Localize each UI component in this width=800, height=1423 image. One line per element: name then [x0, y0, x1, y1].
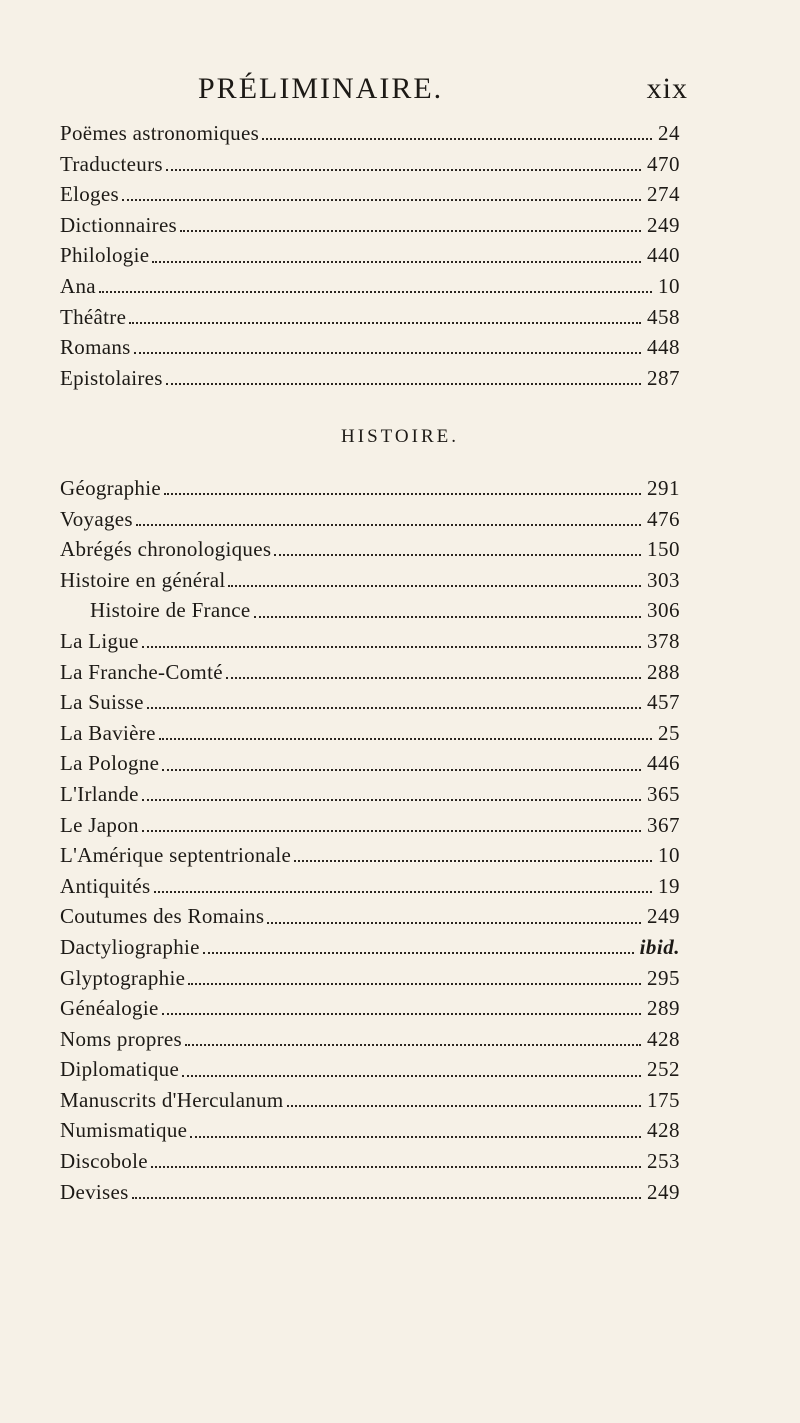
dot-leader: [147, 707, 641, 709]
entry-page: 446: [647, 751, 680, 776]
entry-page: 175: [647, 1087, 680, 1112]
entry-label: Numismatique: [60, 1118, 188, 1143]
dot-leader: [190, 1136, 641, 1138]
entry-label: La Ligue: [60, 628, 139, 653]
entry-page: 440: [647, 243, 680, 268]
toc-entry-indented: [60, 595, 680, 626]
dot-leader: [154, 891, 653, 893]
entry-page: 24: [658, 121, 680, 145]
toc-entry: [60, 718, 680, 749]
entry-label: Voyages: [60, 506, 133, 531]
entry-page: 295: [647, 965, 680, 990]
toc-entry: [60, 779, 680, 810]
entry-page: 10: [658, 273, 680, 298]
dot-leader: [162, 769, 641, 771]
entry-label: La Suisse: [60, 690, 144, 715]
dot-leader: [136, 524, 641, 526]
toc-entry: [60, 901, 680, 932]
entry-page: 249: [647, 1179, 680, 1204]
entry-page: 274: [647, 182, 680, 207]
entry-label: Dictionnaires: [60, 212, 178, 237]
toc-entry: [60, 240, 680, 271]
section-heading-histoire: HISTOIRE.: [341, 426, 459, 447]
entry-label: Histoire de France: [90, 598, 251, 623]
dot-leader: [203, 952, 634, 954]
toc-entry: [60, 118, 680, 149]
toc-entry: [60, 626, 680, 657]
entry-label: Antiquités: [60, 873, 151, 898]
entry-label: Théâtre: [60, 304, 127, 329]
entry-page: 249: [647, 212, 680, 237]
entry-label: La Franche-Comté: [60, 659, 223, 684]
toc-entry: [60, 687, 680, 718]
entry-page: 448: [647, 335, 680, 360]
entry-label: Eloges: [60, 182, 119, 207]
entry-label: L'Amérique septentrionale: [60, 843, 292, 868]
entry-label: Abrégés chronologiques: [60, 537, 272, 562]
entry-label: Dactyliographie: [60, 934, 200, 959]
entry-page: 287: [647, 365, 680, 390]
entry-label: Coutumes des Romains: [60, 904, 265, 929]
entry-page: 458: [647, 304, 680, 329]
entry-label: La Bavière: [60, 720, 156, 745]
dot-leader: [122, 199, 641, 201]
toc-entry: [60, 1024, 680, 1055]
toc-entry: [60, 210, 680, 241]
dot-leader: [267, 922, 641, 924]
dot-leader: [166, 169, 641, 171]
toc-entry: [60, 840, 680, 871]
dot-leader: [164, 493, 641, 495]
entry-label: Traducteurs: [60, 151, 163, 176]
entry-label: Devises: [60, 1179, 129, 1204]
entry-page: 367: [647, 812, 680, 837]
entry-label: Manuscrits d'Herculanum: [60, 1087, 284, 1112]
toc-entry: [60, 932, 680, 963]
dot-leader: [166, 383, 641, 385]
dot-leader: [254, 616, 641, 618]
toc-entry: [60, 871, 680, 902]
toc-entry: [60, 993, 680, 1024]
dot-leader: [129, 322, 641, 324]
toc-entry: [60, 657, 680, 688]
toc-entry: [60, 565, 680, 596]
entry-label: Noms propres: [60, 1026, 183, 1051]
dot-leader: [142, 830, 641, 832]
toc-entry: [60, 1115, 680, 1146]
toc-list-histoire: [60, 473, 680, 1207]
entry-label: Généalogie: [60, 996, 159, 1021]
entry-page: 306: [647, 598, 680, 623]
dot-leader: [228, 585, 641, 587]
page-number: xix: [646, 72, 688, 105]
toc-entry: [60, 534, 680, 565]
toc-entry: [60, 748, 680, 779]
entry-label: Géographie: [60, 476, 161, 500]
dot-leader: [134, 352, 641, 354]
entry-label: Romans: [60, 335, 131, 360]
toc-entry: [60, 179, 680, 210]
entry-page: 19: [658, 873, 680, 898]
toc-entry: [60, 1177, 680, 1208]
entry-label: Ana: [60, 273, 96, 298]
entry-label: Diplomatique: [60, 1057, 180, 1082]
dot-leader: [142, 646, 641, 648]
toc-entry: [60, 1054, 680, 1085]
toc-entry: [60, 1146, 680, 1177]
entry-page: 25: [658, 720, 680, 745]
running-title: PRÉLIMINAIRE.: [198, 72, 444, 105]
dot-leader: [151, 1166, 641, 1168]
entry-page: 253: [647, 1149, 680, 1174]
toc-list-literature: [60, 118, 680, 393]
entry-page: 288: [647, 659, 680, 684]
entry-page: 428: [647, 1118, 680, 1143]
entry-page: 291: [647, 476, 680, 500]
toc-entry: [60, 504, 680, 535]
dot-leader: [159, 738, 652, 740]
running-head: [198, 72, 688, 112]
dot-leader: [99, 291, 652, 293]
entry-page: ibid.: [639, 934, 680, 959]
entry-label: La Pologne: [60, 751, 160, 776]
entry-page: 457: [647, 690, 680, 715]
entry-page: 470: [647, 151, 680, 176]
toc-entry: [60, 1085, 680, 1116]
toc-entry: [60, 332, 680, 363]
dot-leader: [132, 1197, 641, 1199]
dot-leader: [152, 261, 641, 263]
dot-leader: [294, 860, 652, 862]
dot-leader: [262, 138, 652, 140]
entry-label: L'Irlande: [60, 781, 139, 806]
entry-label: Le Japon: [60, 812, 139, 837]
entry-page: 476: [647, 506, 680, 531]
dot-leader: [182, 1075, 641, 1077]
toc-entry: [60, 271, 680, 302]
toc-entry: [60, 963, 680, 994]
entry-label: Poëmes astronomiques: [60, 121, 260, 145]
dot-leader: [287, 1105, 641, 1107]
dot-leader: [274, 554, 641, 556]
toc-entry: [60, 810, 680, 841]
toc-entry: [60, 363, 680, 394]
entry-label: Glyptographie: [60, 965, 186, 990]
dot-leader: [142, 799, 641, 801]
entry-page: 365: [647, 781, 680, 806]
toc-entry: [60, 302, 680, 333]
toc-entry: [60, 149, 680, 180]
entry-page: 252: [647, 1057, 680, 1082]
entry-page: 10: [658, 843, 680, 868]
toc-entry: [60, 473, 680, 504]
dot-leader: [226, 677, 641, 679]
entry-label: Discobole: [60, 1149, 148, 1174]
dot-leader: [162, 1013, 641, 1015]
entry-page: 249: [647, 904, 680, 929]
entry-page: 428: [647, 1026, 680, 1051]
entry-page: 289: [647, 996, 680, 1021]
dot-leader: [185, 1044, 641, 1046]
entry-page: 303: [647, 567, 680, 592]
entry-page: 150: [647, 537, 680, 562]
entry-label: Philologie: [60, 243, 150, 268]
entry-page: 378: [647, 628, 680, 653]
entry-label: Histoire en général: [60, 567, 226, 592]
entry-label: Epistolaires: [60, 365, 163, 390]
dot-leader: [180, 230, 641, 232]
dot-leader: [188, 983, 641, 985]
